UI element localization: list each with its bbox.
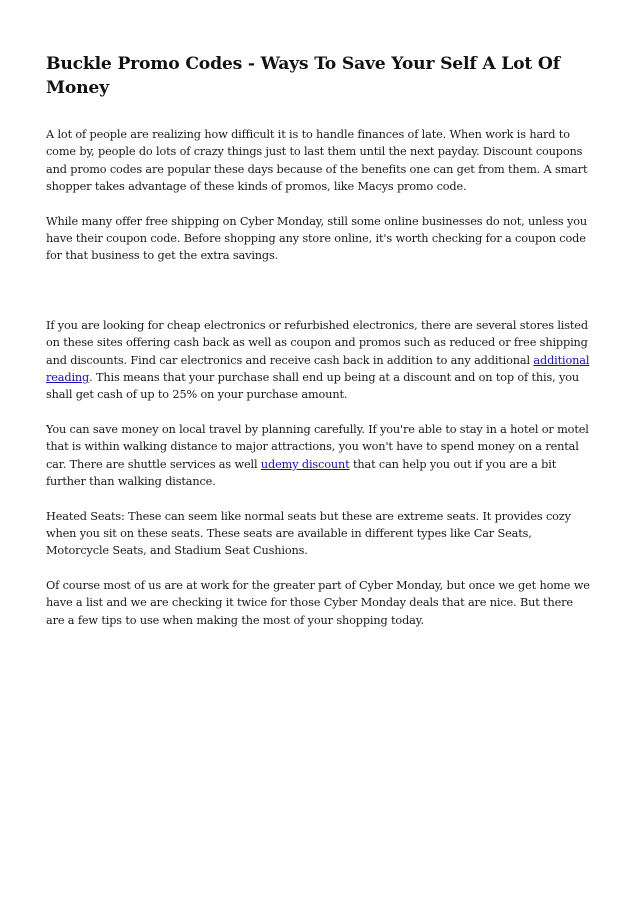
paragraph-electronics-text-before: If you are looking for cheap electronics or refurbished electronics, there are several stores listed on these sites offering cash back as well as coupon and promos such as reduced or free shipping and discounts. Find car electronics and receive cash back in addition to any additional: [46, 318, 588, 367]
paragraph-electronics: [46, 317, 594, 404]
additional-reading-link[interactable]: additional reading: [46, 353, 590, 385]
paragraph-shopping-tips: Of course most of us are at work for the greater part of Cyber Monday, but once we get home we have a list and we are checking it twice for those Cyber Monday deals that are nice. But there are a few tips to use when making the most of your shopping today.: [46, 578, 590, 627]
paragraph-electronics-text-after: . This means that your purchase shall end up being at a discount and on top of this, you shall get cash of up to 25% on your purchase amount.: [46, 371, 580, 402]
paragraph-local-travel: [46, 421, 594, 491]
page-title: Buckle Promo Codes - Ways To Save Your Self A Lot Of Money: [46, 54, 560, 98]
paragraph-travel-text-after: that can help you out if you are a bit further than walking distance.: [46, 457, 557, 489]
paragraph-heated-seats: Heated Seats: These can seem like normal seats but these are extreme seats. It provides cozy when you sit on these seats. These seats are available in different types like Car Seats, Motorcycle Seats, and Stadium Seat Cushions.: [46, 509, 571, 558]
udemy-discount-link[interactable]: udemy discount: [260, 457, 350, 471]
document-page: [46, 52, 594, 646]
paragraph-intro: A lot of people are realizing how difficult it is to handle finances of late. When work is hard to come by, people do lots of crazy things just to last them until the next payday. Discount coupons and promo codes are popular these days because of the benefits one can get from them. A smart shopper takes advantage of these kinds of promos, like Macys promo code.: [46, 128, 588, 194]
paragraph-travel-text-before: You can save money on local travel by planning carefully. If you're able to stay in a hotel or motel that is within walking distance to major attractions, you won't have to spend money on a rental car. There are shuttle services as well: [46, 422, 589, 471]
paragraph-cyber-monday-shipping: While many offer free shipping on Cyber Monday, still some online businesses do not, unless you have their coupon code. Before shopping any store online, it's worth checking for a coupon code for that business to get the extra savings.: [46, 214, 588, 263]
